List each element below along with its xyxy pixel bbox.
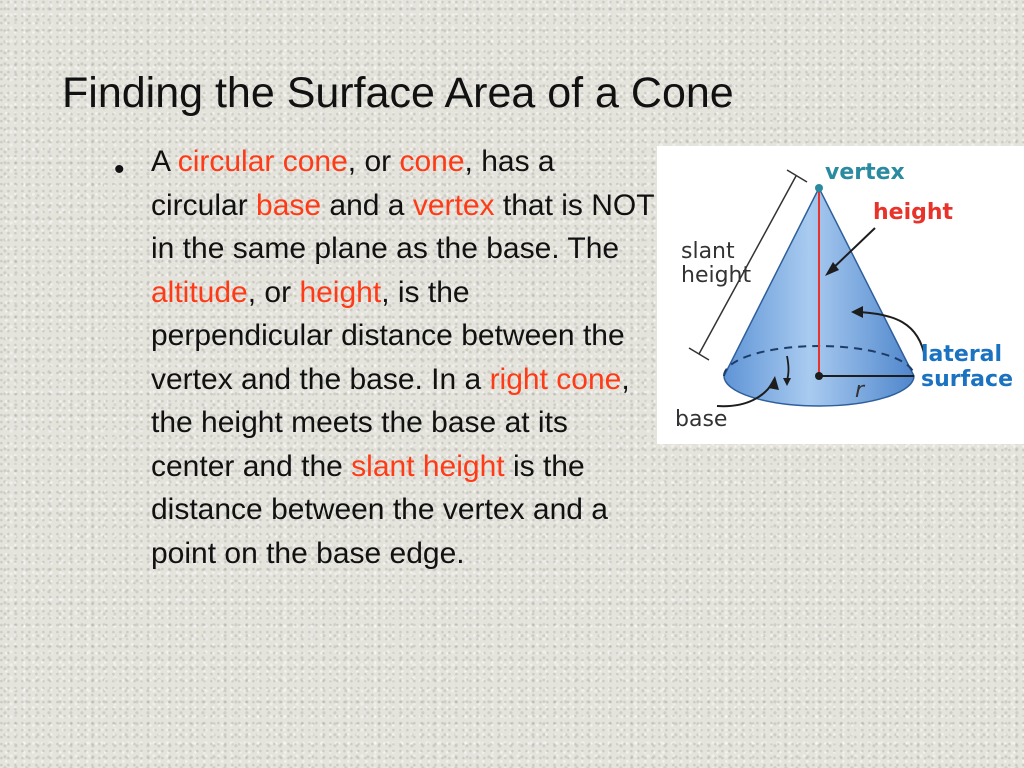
radius-label: r [855,378,865,403]
slant-label-line1: slant [681,239,735,264]
slant-tick-bottom [689,348,709,360]
highlighted-term: altitude [151,275,248,309]
vertex-point [815,184,823,192]
slant-label-line2: height [681,263,752,289]
cone-diagram [657,146,1024,444]
highlighted-term: height [299,275,382,309]
highlighted-term: slant height [351,449,505,483]
slide-title: Finding the Surface Area of a Cone [62,69,734,117]
highlighted-term: vertex [412,188,495,222]
height-label: height [873,200,954,225]
paragraph-text: is the distance between the vertex and a point on the base edge. [151,449,608,570]
paragraph-text: that is NOT in the same plane as the base. The [151,188,655,265]
paragraph-text: , has a circular [151,145,555,222]
cone-drawing [657,146,1024,444]
slant-height-label [681,240,751,288]
highlighted-term: right cone [489,362,622,396]
paragraph-text: , or [347,145,400,178]
highlighted-term: cone [399,145,465,178]
highlighted-term: circular cone [177,145,348,178]
center-point [815,372,823,380]
paragraph-text: , the height meets the base at its center and the [151,362,630,483]
bullet-paragraph [151,140,656,575]
paragraph-text: A [151,145,178,178]
lateral-surface-label [921,342,1013,393]
base-label: base [675,407,728,432]
paragraph-text: , is the perpendicular distance between the vertex and the base. In a [151,275,625,396]
lateral-label-line1: lateral [921,342,1003,367]
paragraph-text: and a [321,188,413,222]
highlighted-term: base [256,188,322,222]
vertex-label: vertex [825,160,905,185]
slant-tick-top [787,170,807,182]
paragraph-text: , or [247,275,300,309]
lateral-label-line2: surface [921,367,1013,393]
bullet-marker: • [114,153,125,186]
